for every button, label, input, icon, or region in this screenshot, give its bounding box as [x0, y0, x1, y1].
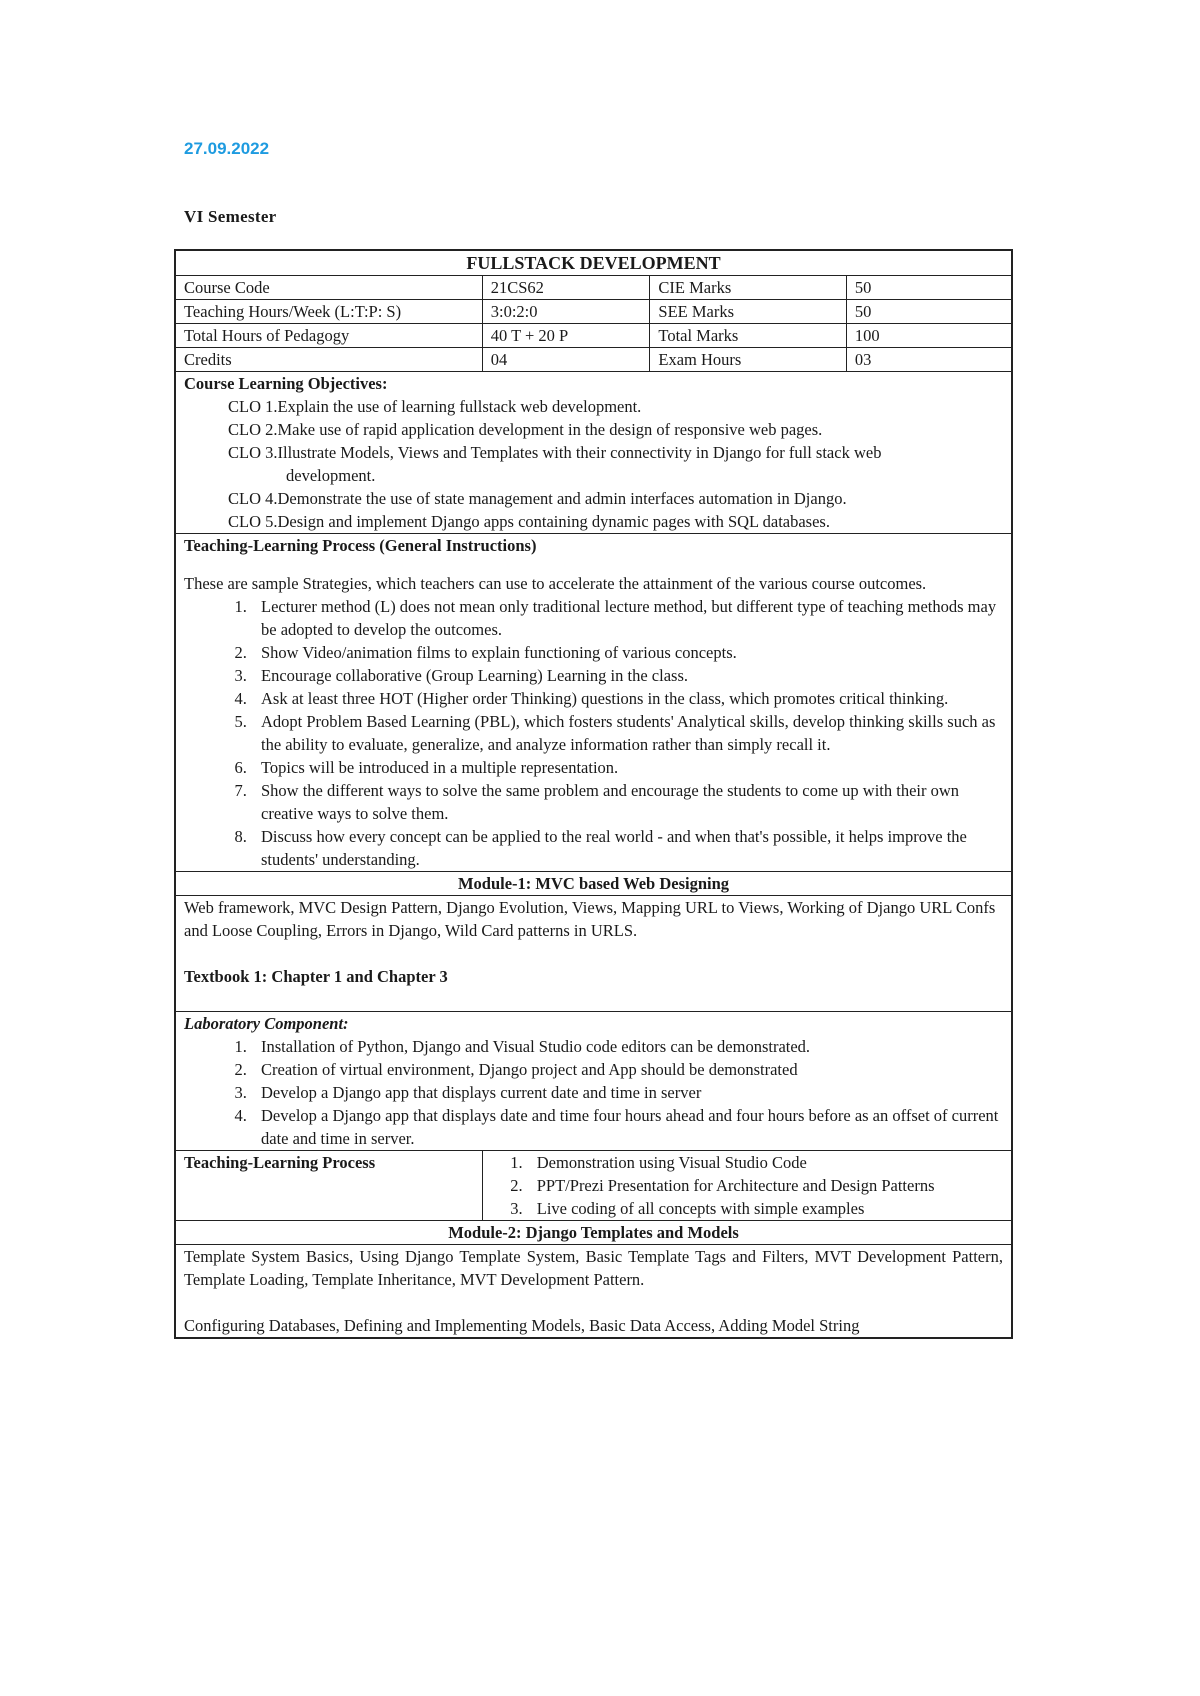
- info-value: 100: [846, 324, 1012, 348]
- list-item: 2. PPT/Prezi Presentation for Architecture and Design Patterns: [527, 1174, 1003, 1197]
- list-item: 3. Live coding of all concepts with simple examples: [527, 1197, 1003, 1220]
- clo-item: CLO 2.Make use of rapid application development in the design of responsive web pages.: [228, 420, 823, 439]
- clo-item-continuation: development.: [286, 466, 376, 485]
- clo-item: CLO 3.Illustrate Models, Views and Templates with their connectivity in Django for full stack web: [228, 443, 882, 462]
- module2-content: [175, 1245, 1012, 1339]
- module1-topics: Web framework, MVC Design Pattern, Django Evolution, Views, Mapping URL to Views, Working of Django URL Confs and Loose Coupling, Errors in Django, Wild Card patterns in URLS.: [184, 898, 996, 940]
- list-item: 4. Develop a Django app that displays date and time four hours ahead and four hours before as an offset of current date and time in server.: [251, 1104, 1003, 1150]
- list-item: 1. Demonstration using Visual Studio Code: [527, 1151, 1003, 1174]
- info-value: 40 T + 20 P: [482, 324, 650, 348]
- info-key: Total Marks: [650, 324, 847, 348]
- clo-section: [175, 372, 1012, 534]
- list-item: 3. Develop a Django app that displays current date and time in server: [251, 1081, 1003, 1104]
- list-item: 3. Encourage collaborative (Group Learning) Learning in the class.: [251, 664, 1003, 687]
- info-key: CIE Marks: [650, 276, 847, 300]
- course-info-row: [175, 276, 1012, 300]
- module1-tlp-list: [491, 1151, 1003, 1220]
- course-title: FULLSTACK DEVELOPMENT: [175, 250, 1012, 276]
- module1-textbook: Textbook 1: Chapter 1 and Chapter 3: [184, 967, 448, 986]
- tlp-general-heading: Teaching-Learning Process (General Instructions): [184, 536, 537, 555]
- module2-heading: Module-2: Django Templates and Models: [175, 1221, 1012, 1245]
- list-item: 8. Discuss how every concept can be applied to the real world - and when that's possible, it helps improve the students' understanding.: [251, 825, 1003, 871]
- module1-tlp-cell: [482, 1151, 1012, 1221]
- info-key: Total Hours of Pedagogy: [175, 324, 482, 348]
- module2-para: Template System Basics, Using Django Template System, Basic Template Tags and Filters, MVT Development Pattern, Template Loading, Template Inheritance, MVT Development Pattern.: [184, 1247, 1003, 1289]
- list-item: 2. Creation of virtual environment, Django project and App should be demonstrated: [251, 1058, 1003, 1081]
- list-item: 1. Installation of Python, Django and Visual Studio code editors can be demonstrated.: [251, 1035, 1003, 1058]
- info-key: Course Code: [175, 276, 482, 300]
- module1-content: [175, 896, 1012, 1012]
- info-value: 21CS62: [482, 276, 650, 300]
- course-info-row: [175, 324, 1012, 348]
- course-info-row: [175, 300, 1012, 324]
- lab-heading: Laboratory Component:: [184, 1014, 349, 1033]
- clo-heading: Course Learning Objectives:: [184, 374, 388, 393]
- list-item: 5. Adopt Problem Based Learning (PBL), which fosters students' Analytical skills, develop thinking skills such as the ability to evaluate, generalize, and analyze information rather than simply recall it.: [251, 710, 1003, 756]
- list-item: 7. Show the different ways to solve the same problem and encourage the students to come up with their own creative ways to solve them.: [251, 779, 1003, 825]
- tlp-general-list: [184, 595, 1003, 871]
- clo-item: CLO 1.Explain the use of learning fullstack web development.: [228, 397, 642, 416]
- clo-item: CLO 4.Demonstrate the use of state management and admin interfaces automation in Django.: [228, 489, 847, 508]
- info-key: Exam Hours: [650, 348, 847, 372]
- module1-heading: Module-1: MVC based Web Designing: [175, 872, 1012, 896]
- info-key: Teaching Hours/Week (L:T:P: S): [175, 300, 482, 324]
- clo-item: CLO 5.Design and implement Django apps containing dynamic pages with SQL databases.: [228, 512, 830, 531]
- info-value: 50: [846, 300, 1012, 324]
- list-item: 4. Ask at least three HOT (Higher order Thinking) questions in the class, which promotes critical thinking.: [251, 687, 1003, 710]
- info-value: 50: [846, 276, 1012, 300]
- document-date: 27.09.2022: [184, 139, 270, 158]
- module2-para: Configuring Databases, Defining and Implementing Models, Basic Data Access, Adding Model String: [184, 1316, 860, 1335]
- info-value: 03: [846, 348, 1012, 372]
- module1-lab-section: [175, 1012, 1012, 1151]
- tlp-general-intro: These are sample Strategies, which teachers can use to accelerate the attainment of the various course outcomes.: [184, 574, 927, 593]
- info-value: 04: [482, 348, 650, 372]
- lab-list: [184, 1035, 1003, 1150]
- tlp-general-section: [175, 534, 1012, 872]
- syllabus-table: [174, 249, 1013, 1339]
- list-item: 6. Topics will be introduced in a multiple representation.: [251, 756, 1003, 779]
- info-key: SEE Marks: [650, 300, 847, 324]
- semester-label: VI Semester: [184, 207, 277, 226]
- list-item: 1. Lecturer method (L) does not mean only traditional lecture method, but different type of teaching methods may be adopted to develop the outcomes.: [251, 595, 1003, 641]
- info-key: Credits: [175, 348, 482, 372]
- course-info-row: [175, 348, 1012, 372]
- module1-tlp-label: Teaching-Learning Process: [175, 1151, 482, 1221]
- info-value: 3:0:2:0: [482, 300, 650, 324]
- list-item: 2. Show Video/animation films to explain functioning of various concepts.: [251, 641, 1003, 664]
